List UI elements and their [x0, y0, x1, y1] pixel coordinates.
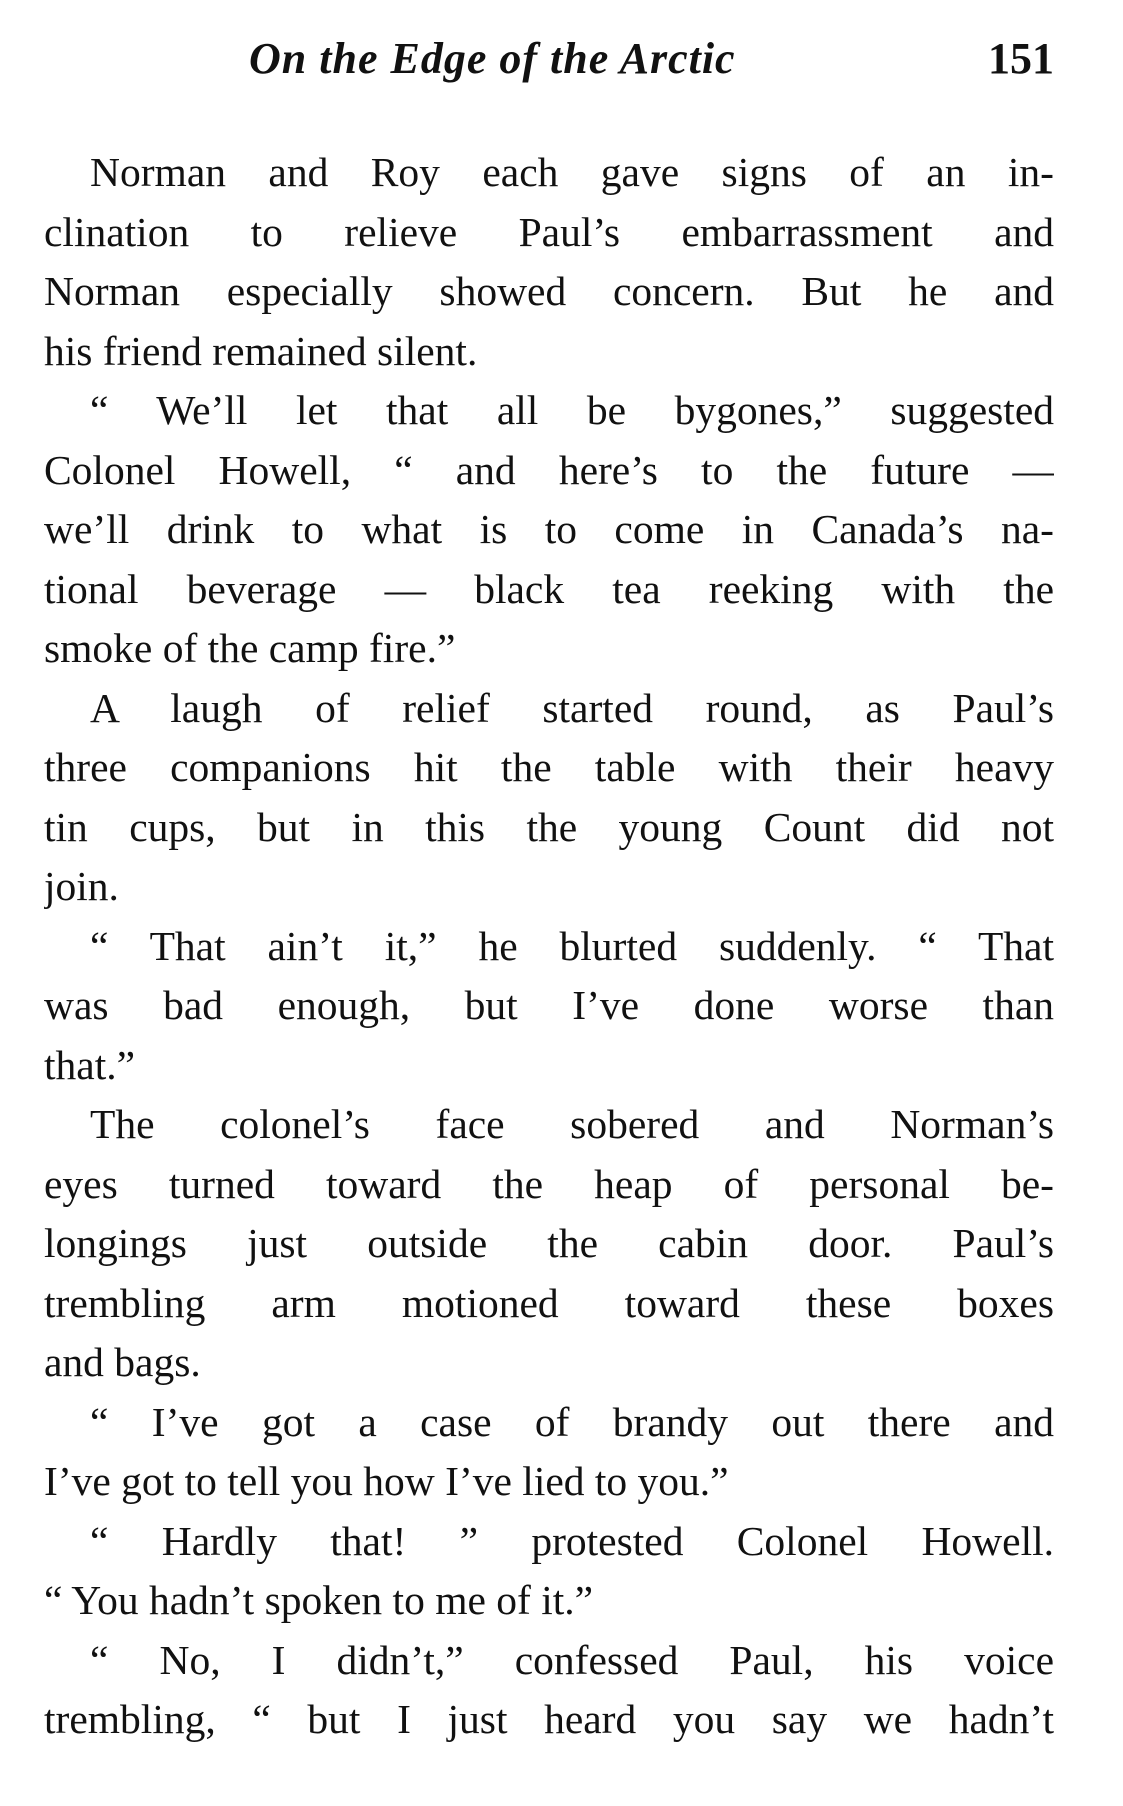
text-line: was bad enough, but I’ve done worse than: [44, 982, 1054, 1028]
text-line: that.”: [44, 1041, 136, 1088]
text-line: “ You hadn’t spoken to me of it.”: [44, 1577, 594, 1623]
text-line: his friend remained silent.: [44, 327, 478, 374]
text-line: Norman especially showed concern. But he and: [44, 268, 1054, 314]
text-line: “ That ain’t it,” he blurted suddenly. “ That: [90, 922, 1054, 969]
text-line: “ We’ll let that all be bygones,” suggested: [90, 387, 1054, 433]
text-line: “ Hardly that! ” protested Colonel Howell.: [90, 1517, 1054, 1564]
text-line: “ No, I didn’t,” confessed Paul, his voice: [90, 1636, 1054, 1683]
page-number: 151: [988, 34, 1054, 83]
text-line: longings just outside the cabin door. Paul’s: [44, 1220, 1054, 1266]
text-line: Colonel Howell, “ and here’s to the future —: [44, 446, 1054, 493]
running-head: [44, 24, 1054, 94]
text-line: tional beverage — black tea reeking with the: [44, 565, 1054, 612]
text-line: three companions hit the table with their heavy: [44, 744, 1054, 790]
text-line: clination to relieve Paul’s embarrassment and: [44, 208, 1054, 255]
body-text: [44, 143, 1054, 1750]
text-line: A laugh of relief started round, as Paul’s: [90, 684, 1054, 731]
text-line: I’ve got to tell you how I’ve lied to you.”: [44, 1458, 729, 1504]
text-line: The colonel’s face sobered and Norman’s: [90, 1101, 1054, 1147]
running-title: On the Edge of the Arctic: [249, 34, 736, 83]
text-line: “ I’ve got a case of brandy out there and: [90, 1398, 1054, 1445]
text-line: Norman and Roy each gave signs of an in-: [90, 149, 1054, 195]
text-line: we’ll drink to what is to come in Canada’s na-: [44, 506, 1054, 552]
text-line: trembling, “ but I just heard you say we hadn’t: [44, 1696, 1054, 1742]
text-line: and bags.: [44, 1339, 201, 1385]
text-line: trembling arm motioned toward these boxes: [44, 1279, 1054, 1326]
text-line: smoke of the camp fire.”: [44, 625, 456, 671]
text-line: join.: [44, 863, 119, 909]
text-line: eyes turned toward the heap of personal be-: [44, 1160, 1054, 1207]
text-line: tin cups, but in this the young Count did not: [44, 803, 1054, 850]
